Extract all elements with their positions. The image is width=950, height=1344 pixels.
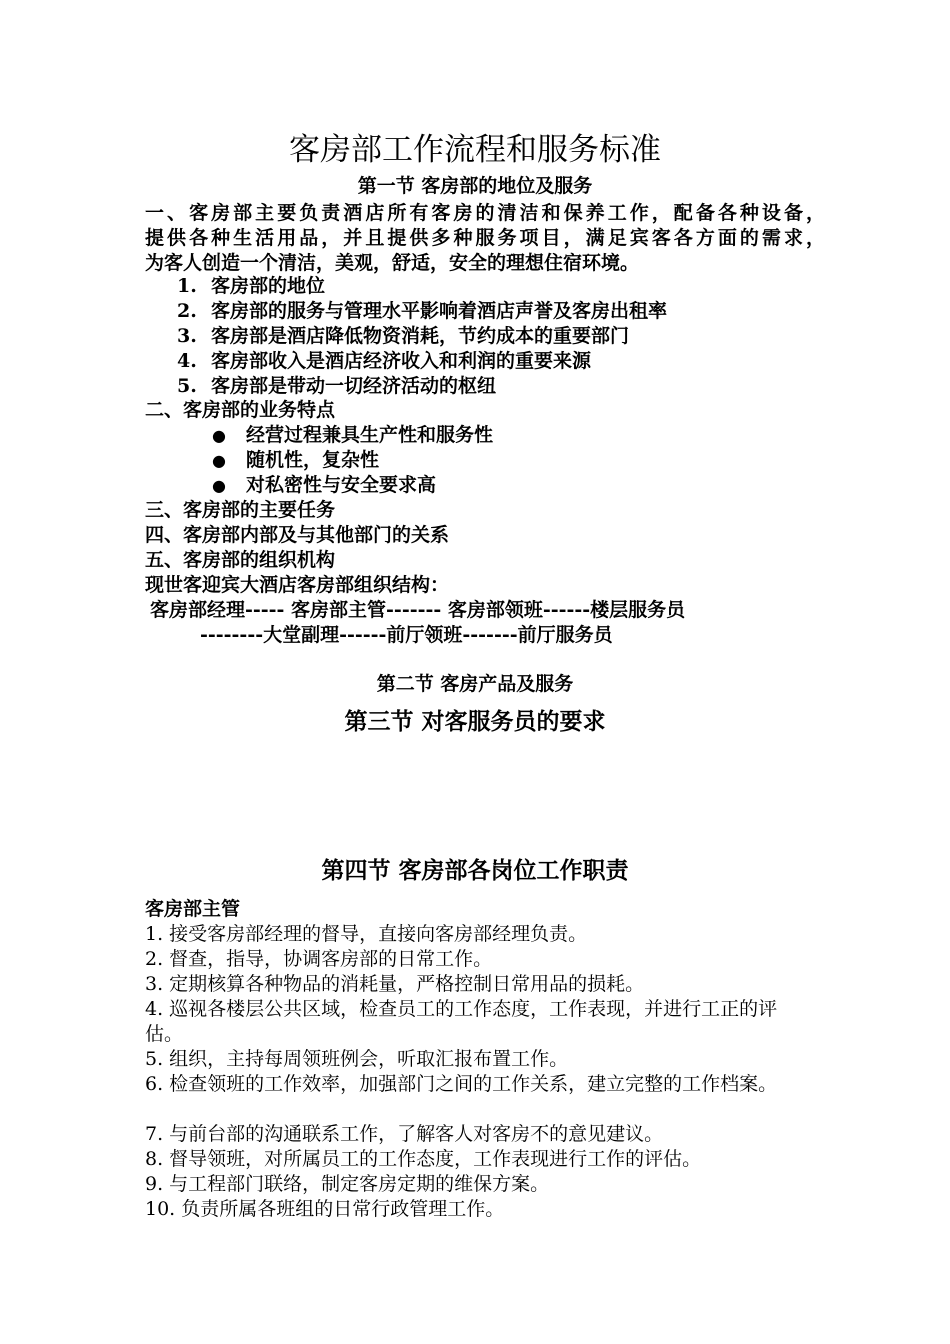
bullet-text: 经营过程兼具生产性和服务性: [246, 424, 494, 446]
org-chart-line-2: --------大堂副理------前厅领班-------前厅服务员: [200, 624, 613, 646]
part-2-heading: 二、客房部的业务特点: [145, 399, 336, 421]
part-4-heading: 四、客房部内部及与其他部门的关系: [145, 524, 450, 546]
document-title: 客房部工作流程和服务标准: [289, 132, 661, 168]
section1-heading: 第一节 客房部的地位及服务: [357, 175, 593, 197]
duty-item: 6. 检查领班的工作效率，加强部门之间的工作关系，建立完整的工作档案。: [145, 1073, 778, 1095]
section2-heading: 第二节 客房产品及服务: [376, 673, 574, 695]
duty-item: 7. 与前台部的沟通联系工作，了解客人对客房不的意见建议。: [145, 1123, 664, 1145]
role-title: 客房部主管: [145, 898, 241, 920]
duty-item: 5. 组织，主持每周领班例会，听取汇报布置工作。: [145, 1048, 569, 1070]
item-number: 4.: [177, 350, 197, 372]
intro-line-3: 为客人创造一个清洁，美观，舒适，安全的理想住宿环境。: [145, 252, 640, 274]
bullet-icon: ●: [212, 451, 226, 470]
section4-heading: 第四节 客房部各岗位工作职责: [321, 857, 629, 884]
item-text: 客房部是酒店降低物资消耗，节约成本的重要部门: [211, 325, 630, 347]
item-text: 客房部的地位: [211, 275, 326, 297]
bullet-item: [212, 473, 436, 498]
item-number: 1.: [177, 275, 197, 297]
bullet-icon: ●: [212, 426, 226, 445]
bullet-item: [212, 448, 379, 473]
item-text: 客房部的服务与管理水平影响着酒店声誉及客房出租率: [211, 300, 668, 322]
duty-item: 8. 督导领班，对所属员工的工作态度，工作表现进行工作的评估。: [145, 1148, 702, 1170]
part-3-heading: 三、客房部的主要任务: [145, 499, 336, 521]
intro-line-2: 提供各种生活用品，并且提供多种服务项目，满足宾客各方面的需求，: [145, 227, 825, 249]
item-number: 5.: [177, 375, 197, 397]
org-intro: 现世客迎宾大酒店客房部组织结构：: [145, 574, 450, 596]
item-text: 客房部是带动一切经济活动的枢纽: [211, 375, 497, 397]
numbered-item: [177, 349, 591, 374]
item-number: 3.: [177, 325, 197, 347]
item-number: 2.: [177, 300, 197, 322]
duty-item: 9. 与工程部门联络，制定客房定期的维保方案。: [145, 1173, 550, 1195]
bullet-item: [212, 423, 493, 448]
section3-heading: 第三节 对客服务员的要求: [344, 708, 606, 735]
bullet-text: 随机性，复杂性: [246, 449, 380, 471]
duty-item: 3. 定期核算各种物品的消耗量，严格控制日常用品的损耗。: [145, 973, 645, 995]
intro-line-1: 一、客房部主要负责酒店所有客房的清洁和保养工作，配备各种设备，: [145, 202, 825, 224]
duty-item: 1. 接受客房部经理的督导，直接向客房部经理负责。: [145, 923, 588, 945]
numbered-item: [177, 374, 496, 399]
bullet-icon: ●: [212, 476, 226, 495]
numbered-item: [177, 324, 629, 349]
part-5-heading: 五、客房部的组织机构: [145, 549, 336, 571]
numbered-item: [177, 299, 667, 324]
bullet-text: 对私密性与安全要求高: [246, 474, 437, 496]
item-text: 客房部收入是酒店经济收入和利润的重要来源: [211, 350, 592, 372]
duty-item: 4. 巡视各楼层公共区域，检查员工的工作态度，工作表现，并进行工正的评估。: [145, 998, 778, 1045]
duty-item: 10. 负责所属各班组的日常行政管理工作。: [145, 1198, 505, 1220]
org-chart-line-1: 客房部经理----- 客房部主管------- 客房部领班------楼层服务员: [150, 599, 686, 621]
duty-item: 2. 督查，指导，协调客房部的日常工作。: [145, 948, 493, 970]
numbered-item: [177, 274, 325, 299]
